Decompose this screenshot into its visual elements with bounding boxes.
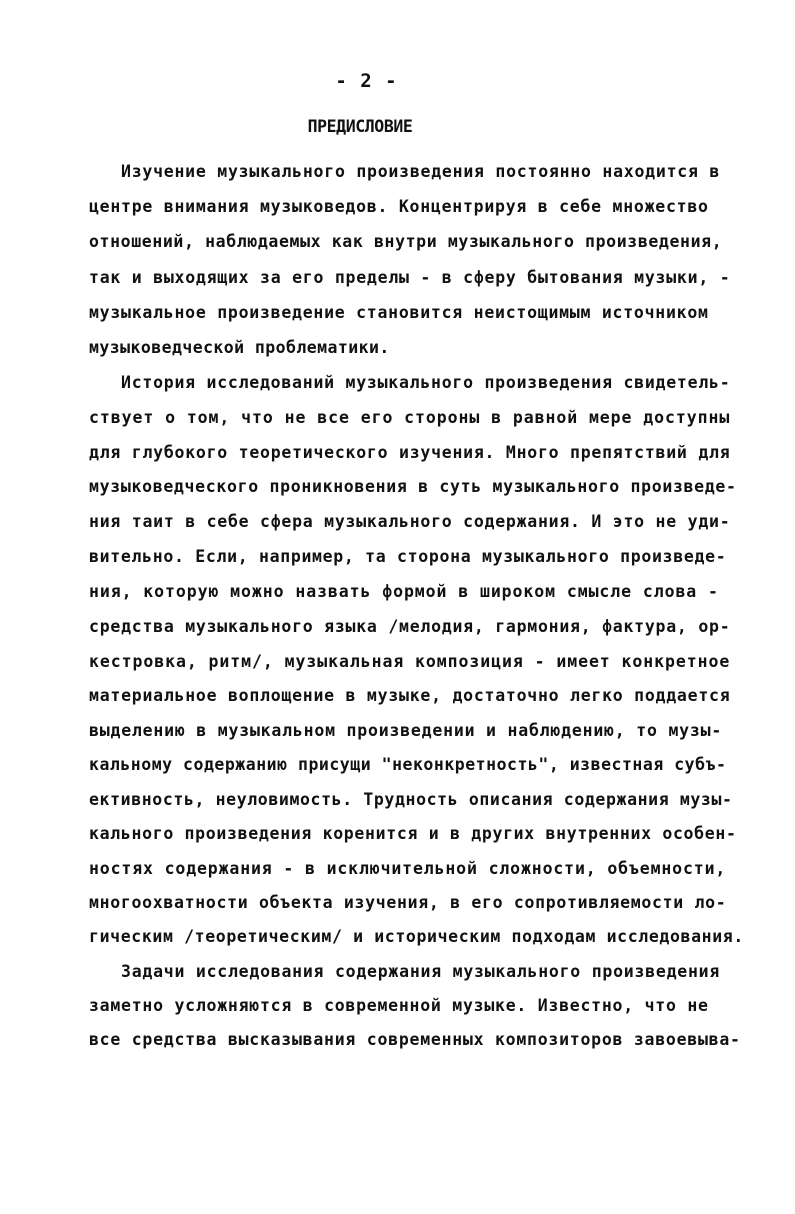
- text-line: выделению в музыкальном произведении и наблюдению, то музы-: [89, 721, 723, 740]
- text-line: гическим /теоретическим/ и историческим подходам исследования.: [89, 927, 744, 946]
- text-line: средства музыкального языка /мелодия, гармония, фактура, ор-: [89, 617, 731, 636]
- text-line: ективность, неуловимость. Трудность описания содержания музы-: [89, 790, 733, 809]
- text-line: музыковедческой проблематики.: [89, 338, 390, 357]
- text-line: многоохватности объекта изучения, в его сопротивляемости ло-: [89, 893, 727, 912]
- text-line: История исследований музыкального произведения свидетель-: [121, 373, 731, 392]
- text-line: музыковедческого проникновения в суть музыкального произведе-: [89, 477, 737, 496]
- text-line: кальному содержанию присущи "неконкретность", известная субъ-: [89, 755, 727, 774]
- text-line: ствует о том, что не все его стороны в равной мере доступны: [89, 408, 731, 427]
- text-line: заметно усложняются в современной музыке. Известно, что не: [89, 996, 709, 1015]
- text-line: ния таит в себе сфера музыкального содержания. И это не уди-: [89, 512, 731, 531]
- text-line: для глубокого теоретического изучения. Много препятствий для: [89, 443, 731, 462]
- text-line: ностях содержания - в исключительной сложности, объемности,: [89, 859, 727, 878]
- text-line: ния, которую можно назвать формой в широком смысле слова -: [89, 582, 719, 601]
- text-line: Изучение музыкального произведения постоянно находится в: [121, 162, 721, 181]
- text-line: так и выходящих за его пределы - в сферу бытования музыки, -: [89, 268, 731, 287]
- text-line: отношений, наблюдаемых как внутри музыкального произведения,: [89, 232, 723, 251]
- text-line: музыкальное произведение становится неистощимым источником: [89, 303, 709, 322]
- text-line: материальное воплощение в музыке, достаточно легко поддается: [89, 686, 731, 705]
- text-line: все средства высказывания современных композиторов завоевыва-: [89, 1030, 741, 1049]
- page-number: - 2 -: [335, 70, 398, 92]
- text-line: кестровка, ритм/, музыкальная композиция - имеет конкретное: [89, 652, 731, 671]
- text-line: Задачи исследования содержания музыкального произведения: [121, 962, 721, 981]
- text-line: кального произведения коренится и в других внутренних особен-: [89, 824, 737, 843]
- text-line: вительно. Если, например, та сторона музыкального произведе-: [89, 547, 727, 566]
- section-heading: ПРЕДИСЛОВИЕ: [307, 117, 413, 136]
- text-line: центре внимания музыковедов. Концентрируя в себе множество: [89, 197, 709, 216]
